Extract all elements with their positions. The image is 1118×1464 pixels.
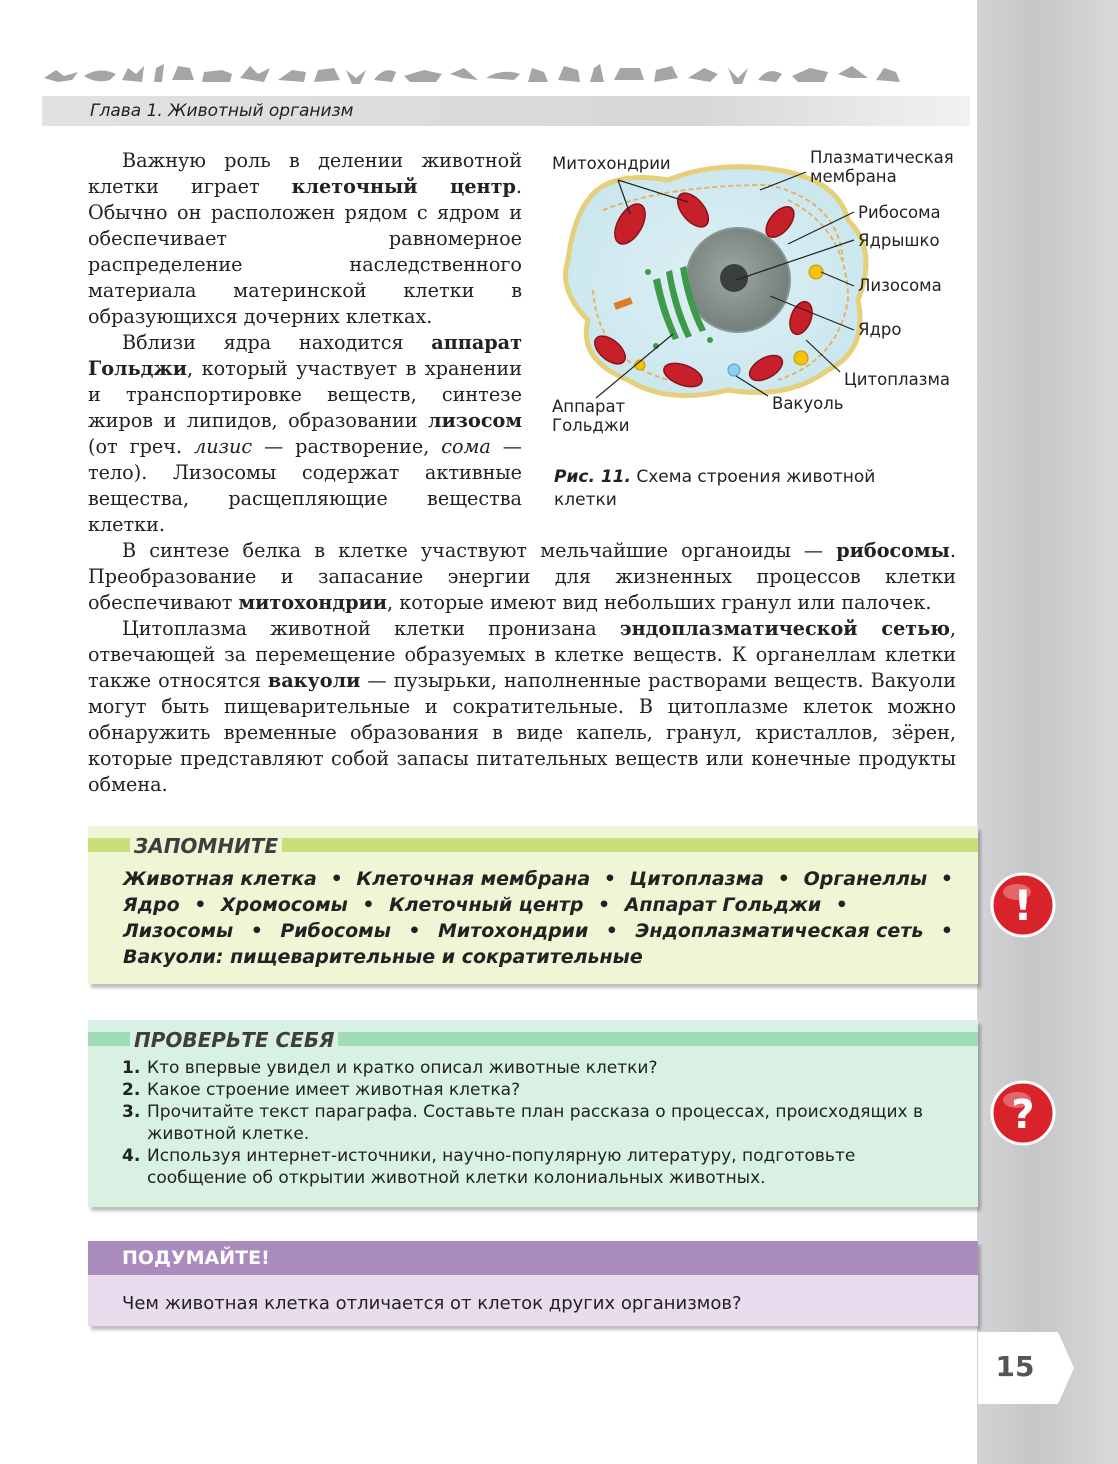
animal-icon <box>314 68 340 82</box>
question-item: 2. Какое строение имеет животная клетка? <box>122 1080 521 1100</box>
animal-silhouettes-decoration <box>44 60 904 88</box>
nucleolus <box>720 264 748 292</box>
animal-icon <box>558 66 580 82</box>
think-header <box>88 1241 978 1275</box>
label-ribosome: Рибосома <box>858 203 941 222</box>
term-vacuoles: вакуоли <box>267 669 361 692</box>
question-badge-icon <box>990 1080 1056 1146</box>
label-lysosome: Лизосома <box>858 276 942 295</box>
animal-icon <box>154 64 164 82</box>
paragraph-golgi: Вблизи ядра находится аппарат Гольджи, который участвует в хранении и транспортировке веществ, синтезе жиров и липидов, образовании лизосом (от греч. лизис — растворение, сома — тело). Лизосомы содержат активные вещества, расщепляющие вещества клетки. <box>88 331 522 536</box>
term-mitochondria: митохондрии <box>238 591 388 614</box>
exclamation-badge-icon <box>990 872 1056 938</box>
animal-icon <box>728 68 748 84</box>
term-lysosomes: лизосом <box>428 409 522 432</box>
check-yourself-box <box>88 1020 978 1207</box>
vacuole <box>728 364 740 376</box>
page-margin-strip <box>977 0 1118 1464</box>
paragraph-cell-center: Важную роль в делении животной клетки играет клеточный центр. Обычно он расположен рядом с ядром и обеспечивает равномерное распределение наследственного материала материнской клетки в образующихся дочерних клетках. <box>88 149 523 328</box>
term-item: Органеллы <box>803 868 928 890</box>
term-item: Клеточная мембрана <box>356 868 591 890</box>
animal-icon <box>122 66 144 82</box>
question-list <box>122 1057 957 1189</box>
label-mitochondria: Митохондрии <box>552 154 671 173</box>
label-nucleolus: Ядрышко <box>858 231 940 250</box>
think-question: Чем животная клетка отличается от клеток других организмов? <box>122 1293 742 1314</box>
animal-icon <box>792 68 828 82</box>
remember-box <box>88 826 978 984</box>
svg-text:!: ! <box>1013 881 1033 930</box>
animal-icon <box>278 70 306 82</box>
label-nucleus: Ядро <box>858 320 902 339</box>
animal-icon <box>614 68 644 80</box>
term-cell-center: клеточный центр <box>291 175 516 198</box>
animal-icon <box>240 66 270 82</box>
animal-icon <box>450 68 478 80</box>
figure-caption <box>554 466 934 512</box>
animal-icon <box>654 66 678 82</box>
chapter-header-bar <box>42 96 970 126</box>
page-number: 15 <box>995 1350 1035 1383</box>
term-item: Цитоплазма <box>629 868 765 890</box>
animal-icon <box>758 71 782 82</box>
cell-diagram <box>548 140 968 440</box>
animal-icon <box>688 68 718 82</box>
label-cytoplasm: Цитоплазма <box>844 370 951 389</box>
figure-caption-label: Рис. 11. <box>554 467 631 487</box>
animal-icon <box>876 68 900 82</box>
question-item: 1. Кто впервые увидел и кратко описал животные клетки? <box>122 1058 658 1078</box>
label-membrane: Плазматическая мембрана <box>810 148 954 186</box>
term-ribosomes: рибосомы <box>836 539 950 562</box>
animal-icon <box>202 70 232 82</box>
term-item: Эндоплазматическая сеть <box>635 920 924 942</box>
remember-title: ЗАПОМНИТЕ <box>130 834 282 858</box>
term-golgi: аппарат Гольджи <box>88 331 522 380</box>
animal-icon <box>528 68 548 82</box>
term-item: Вакуоли: пищеварительные и сократительные <box>123 946 643 968</box>
chapter-title: Глава 1. Животный организм <box>90 101 354 121</box>
animal-icon <box>590 64 604 82</box>
term-er: эндоплазматической сетью <box>619 617 950 640</box>
label-golgi: Аппарат Гольджи <box>552 397 630 435</box>
animal-icon <box>374 70 396 82</box>
question-item: 3. Прочитайте текст параграфа. Составьте план рассказа о процессах, происходящих в животной клетке. <box>122 1102 924 1144</box>
think-box <box>88 1241 978 1326</box>
remember-terms: Животная клетка • Клеточная мембрана • Цитоплазма • Органеллы • Ядро • Хромосомы • Клеточный центр • Аппарат Гольджи • Лизосомы • Рибосомы • Митохондрии • Эндоплазматическая сеть • Вакуоли: пищеварительные и сократительные <box>123 868 953 968</box>
figure-caption-text: Схема строения животной клетки <box>554 467 876 510</box>
term-item: Клеточный центр <box>389 894 584 916</box>
animal-icon <box>84 70 116 81</box>
question-item: 4. Используя интернет-источники, научно-популярную литературу, подготовьте сообщение об открытии животной клетки колониальных животных. <box>122 1146 856 1188</box>
term-item: Митохондрии <box>438 920 589 942</box>
paragraph-ribosomes: В синтезе белка в клетке участвуют мельчайшие органоиды — рибосомы. Преобразование и запасание энергии для жизненных процессов клетки обеспечивают митохондрии, которые имеют вид небольших гранул или палочек. <box>88 539 956 614</box>
think-title: ПОДУМАЙТЕ! <box>122 1247 270 1269</box>
term-item: Аппарат Гольджи <box>624 894 822 916</box>
text-column-left <box>88 148 522 538</box>
label-vacuole: Вакуоль <box>772 394 844 413</box>
term-item: Животная клетка <box>123 868 317 890</box>
animal-icon <box>44 70 78 82</box>
term-item: Лизосомы <box>123 920 234 942</box>
term-item: Рибосомы <box>280 920 391 942</box>
term-item: Ядро <box>123 894 180 916</box>
animal-icon <box>404 70 442 82</box>
animal-icon <box>486 72 520 80</box>
term-item: Хромосомы <box>220 894 348 916</box>
paragraph-er: Цитоплазма животной клетки пронизана эндоплазматической сетью, отвечающей за перемещение образуемых в клетке веществ. К органеллам клетки также относятся вакуоли — пузырьки, наполненные растворами веществ. Вакуоли могут быть пищеварительные и сократительные. В цитоплазме клеток можно обнаружить временные образования в виде капель, гранул, кристаллов, зёрен, которые представляют собой запасы питательных веществ или конечные продукты обмена. <box>88 617 956 796</box>
animal-icon <box>838 66 868 78</box>
animal-icon <box>172 66 194 80</box>
svg-text:?: ? <box>1011 1092 1035 1138</box>
animal-icon <box>346 70 366 84</box>
check-title: ПРОВЕРЬТЕ СЕБЯ <box>130 1028 338 1052</box>
text-column-full <box>88 538 956 798</box>
